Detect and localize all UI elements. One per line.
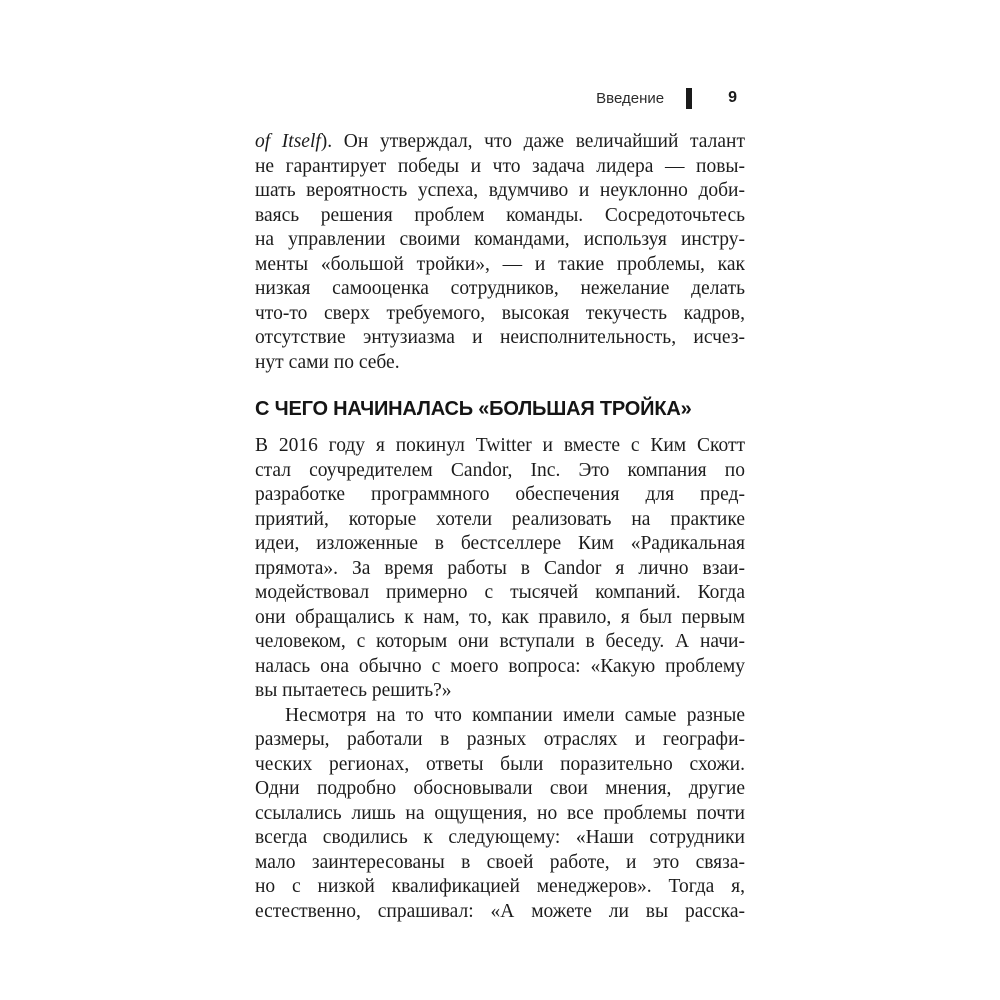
text-line: прямота». За время работы в Candor я лично взаи- [255,557,745,579]
text-line: ческих регионах, ответы были поразительно схожи. [255,753,745,775]
running-header [255,86,745,110]
text-line: ссылались лишь на ощущения, но все проблемы почти [255,802,745,824]
text-line: размеры, работали в разных отраслях и географи- [255,729,745,750]
text-line: модействовал примерно с тысячей компаний. Когда [255,582,745,603]
text-line: Одни подробно обосновывали свои мнения, другие [255,778,745,799]
section-title: Введение [596,89,665,107]
text-line: Несмотря на то что компании имели самые разные [285,704,745,726]
text-line: естественно, спрашивал: «А можете ли вы расска- [255,900,745,922]
text-line: мало заинтересованы в своей работе, и это связа- [255,851,745,873]
text-line: не гарантирует победы и что задача лидера — повы- [255,155,745,177]
text-line: человеком, с которым они вступали в беседу. А начи- [255,631,745,652]
paragraph [255,434,745,704]
text-line: приятий, которые хотели реализовать на практике [255,508,745,530]
text-line: налась она обычно с моего вопроса: «Какую проблему [255,655,745,677]
text-line: они обращались к нам, то, как правило, я был первым [255,606,745,628]
text-line: что-то сверх требуемого, высокая текучесть кадров, [255,302,745,324]
text-line: разработке программного обеспечения для пред- [255,484,745,505]
text-line: но с низкой квалификацией менеджеров». Тогда я, [255,876,745,897]
text-fragment: ). Он утверждал, что даже величайший талант [320,131,745,152]
text-line: стал соучредителем Candor, Inc. Это компания по [255,459,745,481]
text-line: на управлении своими командами, используя инстру- [255,229,745,250]
text-line: нут сами по себе. [255,351,400,373]
text-line: ваясь решения проблем команды. Сосредоточьтесь [255,204,745,226]
text-line: низкая самооценка сотрудников, нежелание делать [255,278,745,299]
paragraph [255,130,745,375]
text-line: В 2016 году я покинул Twitter и вместе с Ким Скотт [255,435,745,456]
text-line [255,130,745,155]
section-heading: С ЧЕГО НАЧИНАЛАСЬ «БОЛЬШАЯ ТРОЙКА» [255,398,692,420]
text-column [255,86,745,924]
paragraph [255,704,745,925]
text-line: вы пытаетесь решить?» [255,680,452,701]
italic-title-fragment: of Itself [255,131,321,152]
header-divider-bar [686,88,692,109]
text-line: шать вероятность успеха, вдумчиво и неуклонно доби- [255,180,745,201]
text-line: менты «большой тройки», — и такие проблемы, как [255,253,745,275]
text-line: всегда сводились к следующему: «Наши сотрудники [255,827,745,848]
page-number: 9 [728,89,737,106]
text-line: отсутствие энтузиазма и неисполнительность, исчез- [255,327,745,348]
text-line: идеи, изложенные в бестселлере Ким «Радикальная [255,533,745,554]
